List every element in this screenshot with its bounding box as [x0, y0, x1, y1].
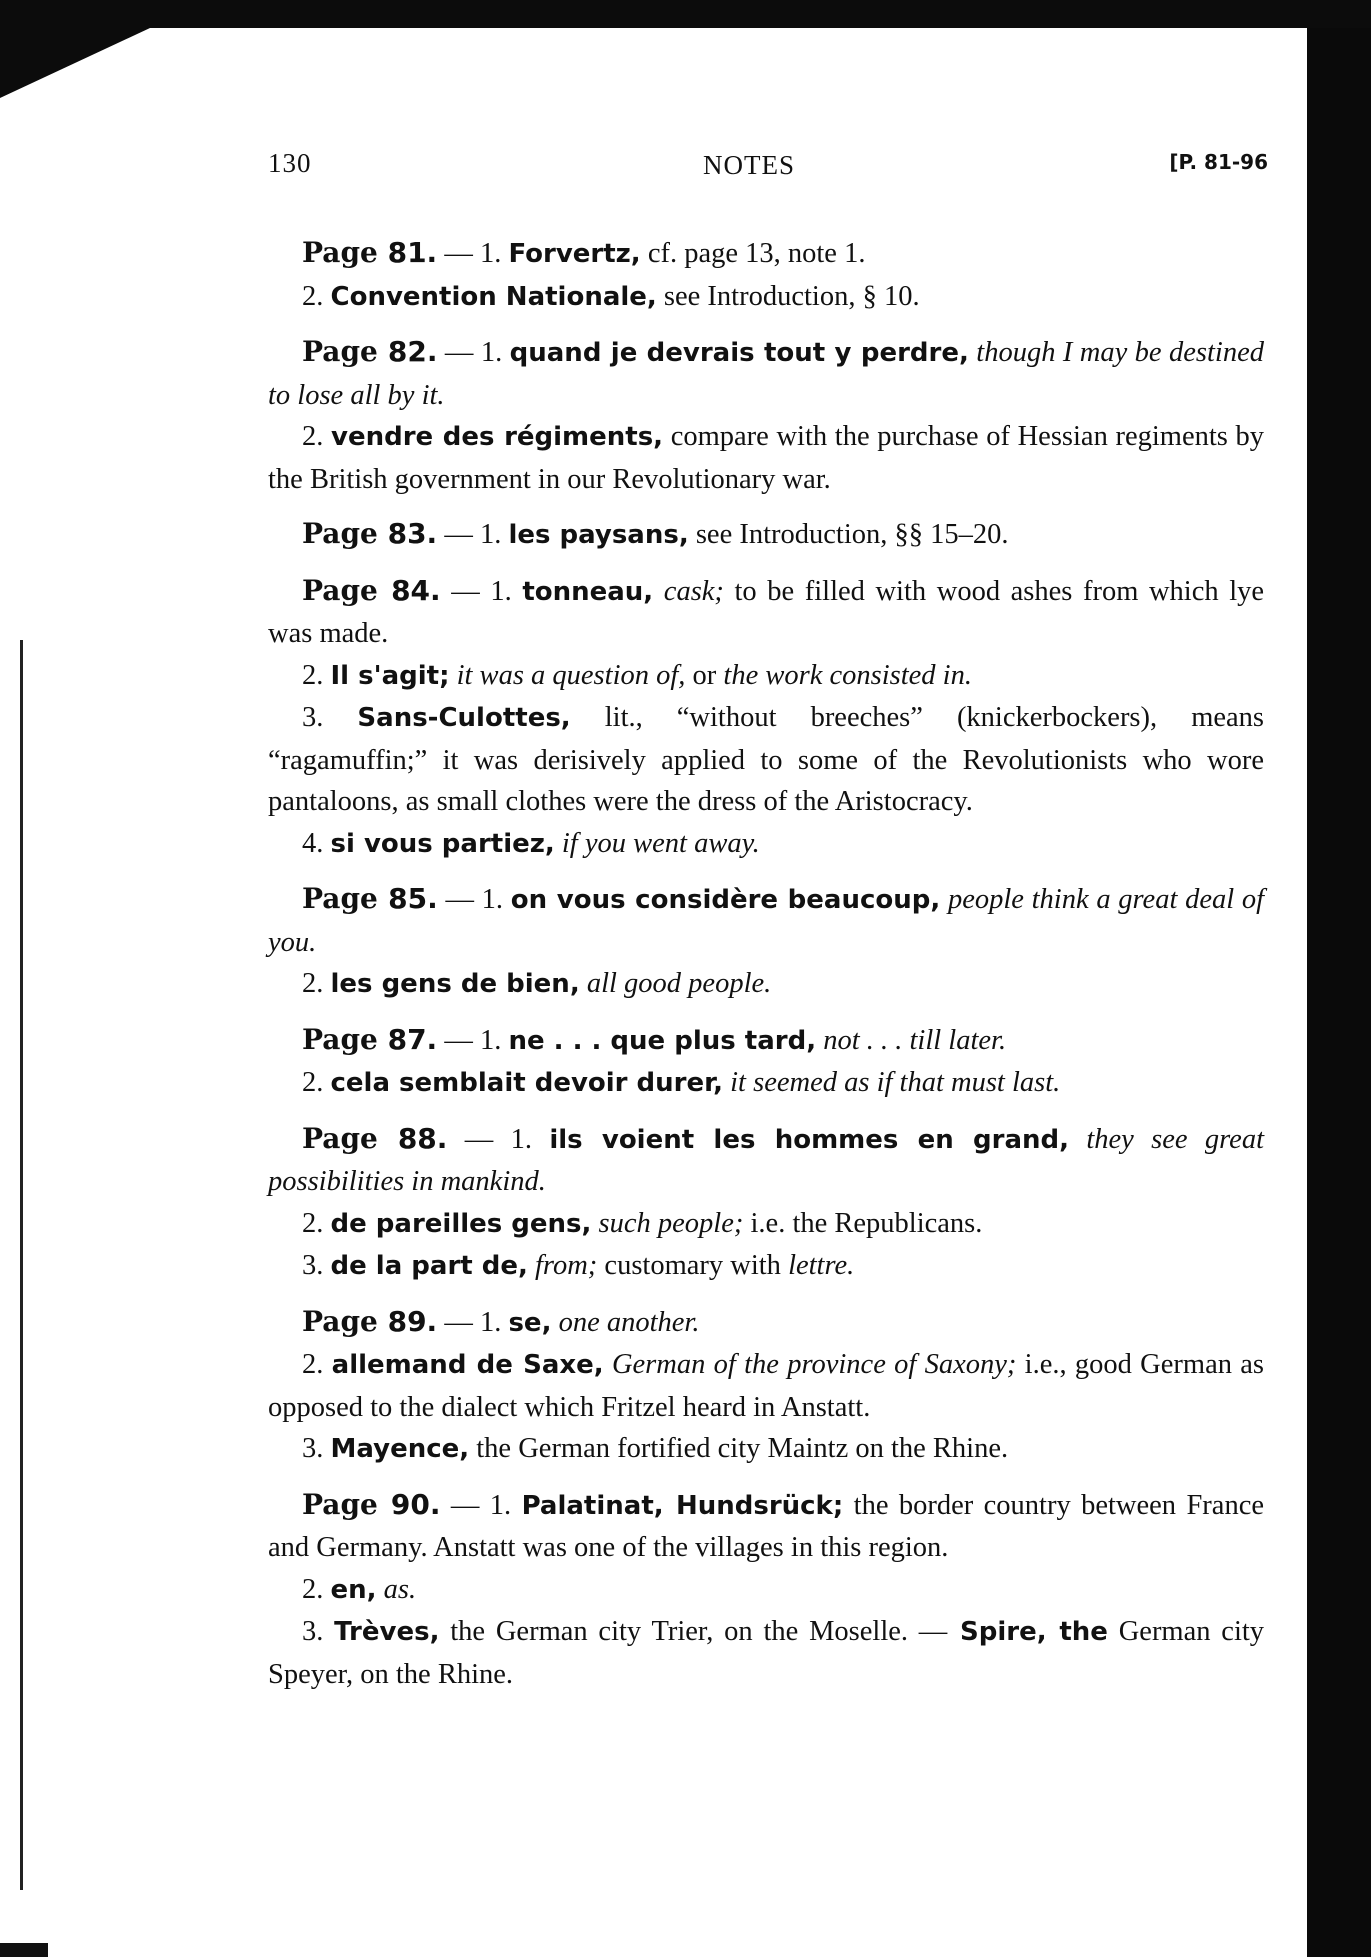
- note-page-88: Page 88. — 1. ils voient les hommes en grand, they see great possibilities in mankind.: [268, 1121, 1264, 1197]
- note-item: 2. vendre des régiments, compare with the purchase of Hessian regiments by the British government in our Revolutionary war.: [268, 421, 1264, 495]
- note-item: 2. Convention Nationale, see Introduction, § 10.: [302, 280, 920, 312]
- note-page-83: Page 83. — 1. les paysans, see Introduction, §§ 15–20.: [302, 517, 1009, 550]
- note-item: 2. en, as.: [302, 1573, 417, 1605]
- note-page-85: Page 85. — 1. on vous considère beaucoup, people think a great deal of you.: [268, 882, 1265, 958]
- page-title: NOTES: [703, 150, 795, 180]
- page-header: [268, 148, 1268, 188]
- note-page-82: Page 82. — 1. quand je devrais tout y perdre, though I may be destined to lose all by it.: [268, 335, 1264, 411]
- notes-body: [268, 232, 1264, 1695]
- note-item: 2. cela semblait devoir durer, it seemed as if that must last.: [302, 1067, 1061, 1098]
- note-page-89: Page 89. — 1. se, one another.: [302, 1304, 700, 1338]
- scan-bottom-mark: [0, 1943, 48, 1957]
- scan-left-line: [20, 640, 23, 1890]
- note-item: 2. les gens de bien, all good people.: [302, 968, 772, 999]
- note-item: 2. allemand de Saxe, German of the province of Saxony; i.e., good German as opposed to the dialect which Fritzel heard in Anstatt.: [268, 1349, 1264, 1423]
- note-item: 3. Sans-Culottes, lit., “without breeches” (knickerbockers), means “ragamuffin;” it was derisively applied to some of the Revolutionists who wore pantaloons, as small clothes were the dress of the Aristocracy.: [268, 702, 1264, 817]
- page-number: 130: [268, 148, 312, 178]
- scan-top-border: [0, 0, 1371, 28]
- note-item: 4. si vous partiez, if you went away.: [302, 827, 760, 859]
- note-page-87: Page 87. — 1. ne . . . que plus tard, not . . . till later.: [302, 1022, 1007, 1056]
- page-range: [P. 81-96: [1169, 150, 1268, 174]
- scan-right-border: [1307, 28, 1371, 1957]
- scan-corner-shadow: [0, 28, 150, 98]
- note-item: 3. de la part de, from; customary with lettre.: [302, 1250, 855, 1281]
- note-item: 3. Mayence, the German fortified city Maintz on the Rhine.: [302, 1433, 1009, 1464]
- note-page-81: Page 81. — 1. Forvertz, cf. page 13, note 1.: [302, 236, 866, 269]
- note-item: 2. de pareilles gens, such people; i.e. the Republicans.: [302, 1207, 983, 1239]
- note-page-90: Page 90. — 1. Palatinat, Hundsrück; the border country between France and Germany. Anstatt was one of the villages in this region.: [268, 1487, 1264, 1563]
- note-page-84: Page 84. — 1. tonneau, cask; to be filled with wood ashes from which lye was made.: [268, 573, 1265, 649]
- note-item: 3. Trèves, the German city Trier, on the Moselle. — Spire, the German city Speyer, on the Rhine.: [268, 1616, 1265, 1690]
- note-item: 2. Il s'agit; it was a question of, or the work consisted in.: [302, 659, 972, 691]
